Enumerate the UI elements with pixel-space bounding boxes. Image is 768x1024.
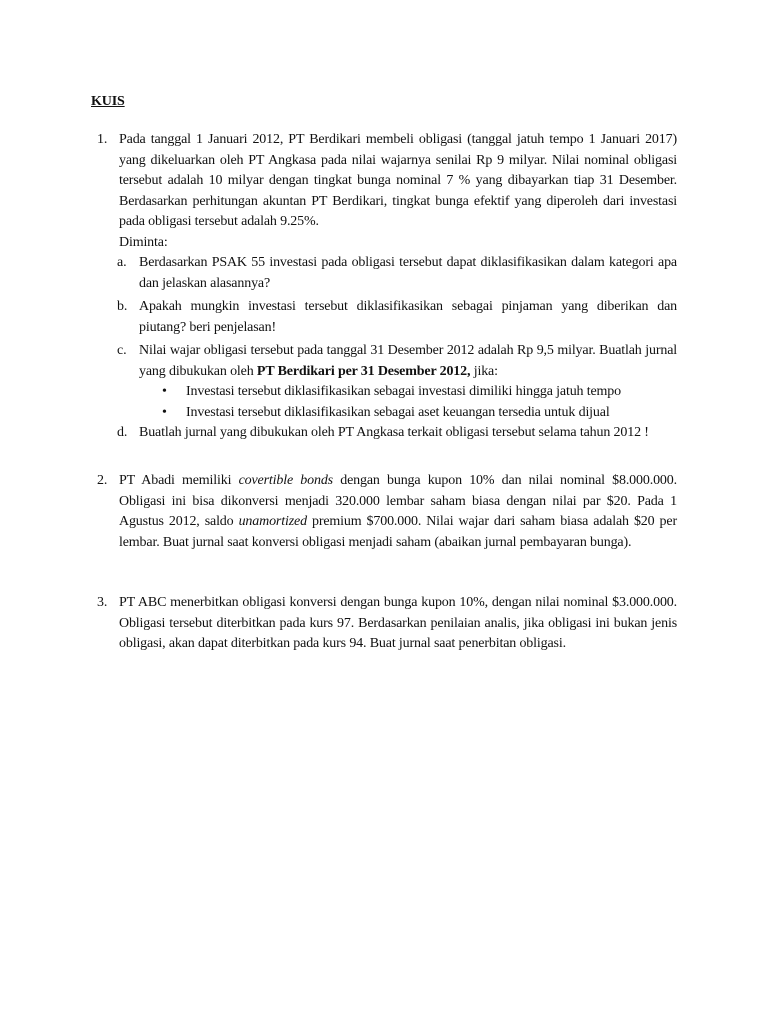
- question-1-item-c: [0, 341, 768, 423]
- question-2-number: 2.: [97, 473, 108, 488]
- question-1-text: Pada tanggal 1 Januari 2012, PT Berdikari membeli obligasi (tanggal jatuh tempo 1 Januari 2017) yang dikeluarkan oleh PT Angkasa pada nilai wajarnya senilai Rp 9 milyar. Nilai nominal obligasi tersebut adalah 10 milyar dengan tingkat bunga nominal 7 % yang dibayarkan tiap 31 Desember. Berdasarkan perhitungan akuntan PT Berdikari, tingkat bunga efektif yang diperoleh dari investasi pada obligasi tersebut adalah 9.25%.: [119, 132, 677, 229]
- item-b-label: b.: [117, 299, 128, 314]
- question-2-text-part-2: dengan bunga kupon 10% dan nilai nominal $8.000.000. Obligasi ini bisa dikonversi menjadi 320.000 lembar saham biasa dengan nilai par $20. Pada 1 Agustus 2012, saldo: [119, 473, 677, 529]
- bullet-dot-icon: •: [162, 404, 167, 420]
- question-1-diminta: Diminta:: [119, 234, 168, 250]
- question-1: [0, 130, 768, 444]
- item-c-text-post: jika:: [470, 363, 498, 379]
- question-3-text: PT ABC menerbitkan obligasi konversi dengan bunga kupon 10%, dengan nilai nominal $3.000.000. Obligasi tersebut diterbitkan pada kurs 97. Berdasarkan penilaian analis, jika obligasi ini bukan jenis obligasi, akan dapat diterbitkan pada kurs 94. Buat jurnal saat penerbitan obligasi.: [119, 595, 677, 651]
- item-a-text: Berdasarkan PSAK 55 investasi pada obligasi tersebut dapat diklasifikasikan dalam kategori apa dan jelaskan alasannya?: [139, 255, 677, 291]
- item-d-text: Buatlah jurnal yang dibukukan oleh PT Angkasa terkait obligasi tersebut selama tahun 2012 !: [139, 425, 649, 440]
- item-c-bullet-1: [0, 382, 768, 403]
- question-2-italic-1: covertible bonds: [238, 473, 333, 488]
- item-c-text-bold: PT Berdikari per 31 Desember 2012,: [256, 363, 471, 379]
- question-2-italic-2: unamortized: [238, 514, 307, 529]
- question-1-item-d: [0, 423, 768, 444]
- question-1-number: 1.: [97, 132, 108, 147]
- question-2: [0, 471, 768, 553]
- question-2-text-part-3: premium $700.000. Nilai wajar dari saham biasa adalah $20 per lembar. Buat jurnal saat konversi obligasi menjadi saham (abaikan jurnal pembayaran bunga).: [119, 514, 677, 550]
- item-c-label: c.: [117, 343, 127, 358]
- question-1-item-a: [0, 253, 768, 294]
- question-3-number: 3.: [97, 595, 108, 610]
- question-1-item-b: [0, 297, 768, 338]
- bullet-text: Investasi tersebut diklasifikasikan sebagai investasi dimiliki hingga jatuh tempo: [186, 384, 621, 399]
- bullet-text: Investasi tersebut diklasifikasikan sebagai aset keuangan tersedia untuk dijual: [186, 404, 610, 420]
- document-title: KUIS: [91, 94, 125, 109]
- item-a-label: a.: [117, 255, 127, 270]
- item-c-text-pre: Nilai wajar obligasi tersebut pada tanggal 31 Desember 2012 adalah Rp 9,5 milyar. Buatlah jurnal yang dibukukan oleh: [139, 343, 677, 379]
- question-3: [0, 593, 768, 655]
- question-2-text: [119, 471, 677, 553]
- question-2-text-part-1: PT Abadi memiliki: [119, 473, 239, 488]
- item-c-text: [139, 341, 677, 382]
- item-d-label: d.: [117, 425, 128, 440]
- item-c-bullet-2: [0, 403, 768, 424]
- bullet-dot-icon: •: [162, 384, 167, 399]
- item-b-text: Apakah mungkin investasi tersebut diklasifikasikan sebagai pinjaman yang diberikan dan piutang? beri penjelasan!: [139, 299, 677, 335]
